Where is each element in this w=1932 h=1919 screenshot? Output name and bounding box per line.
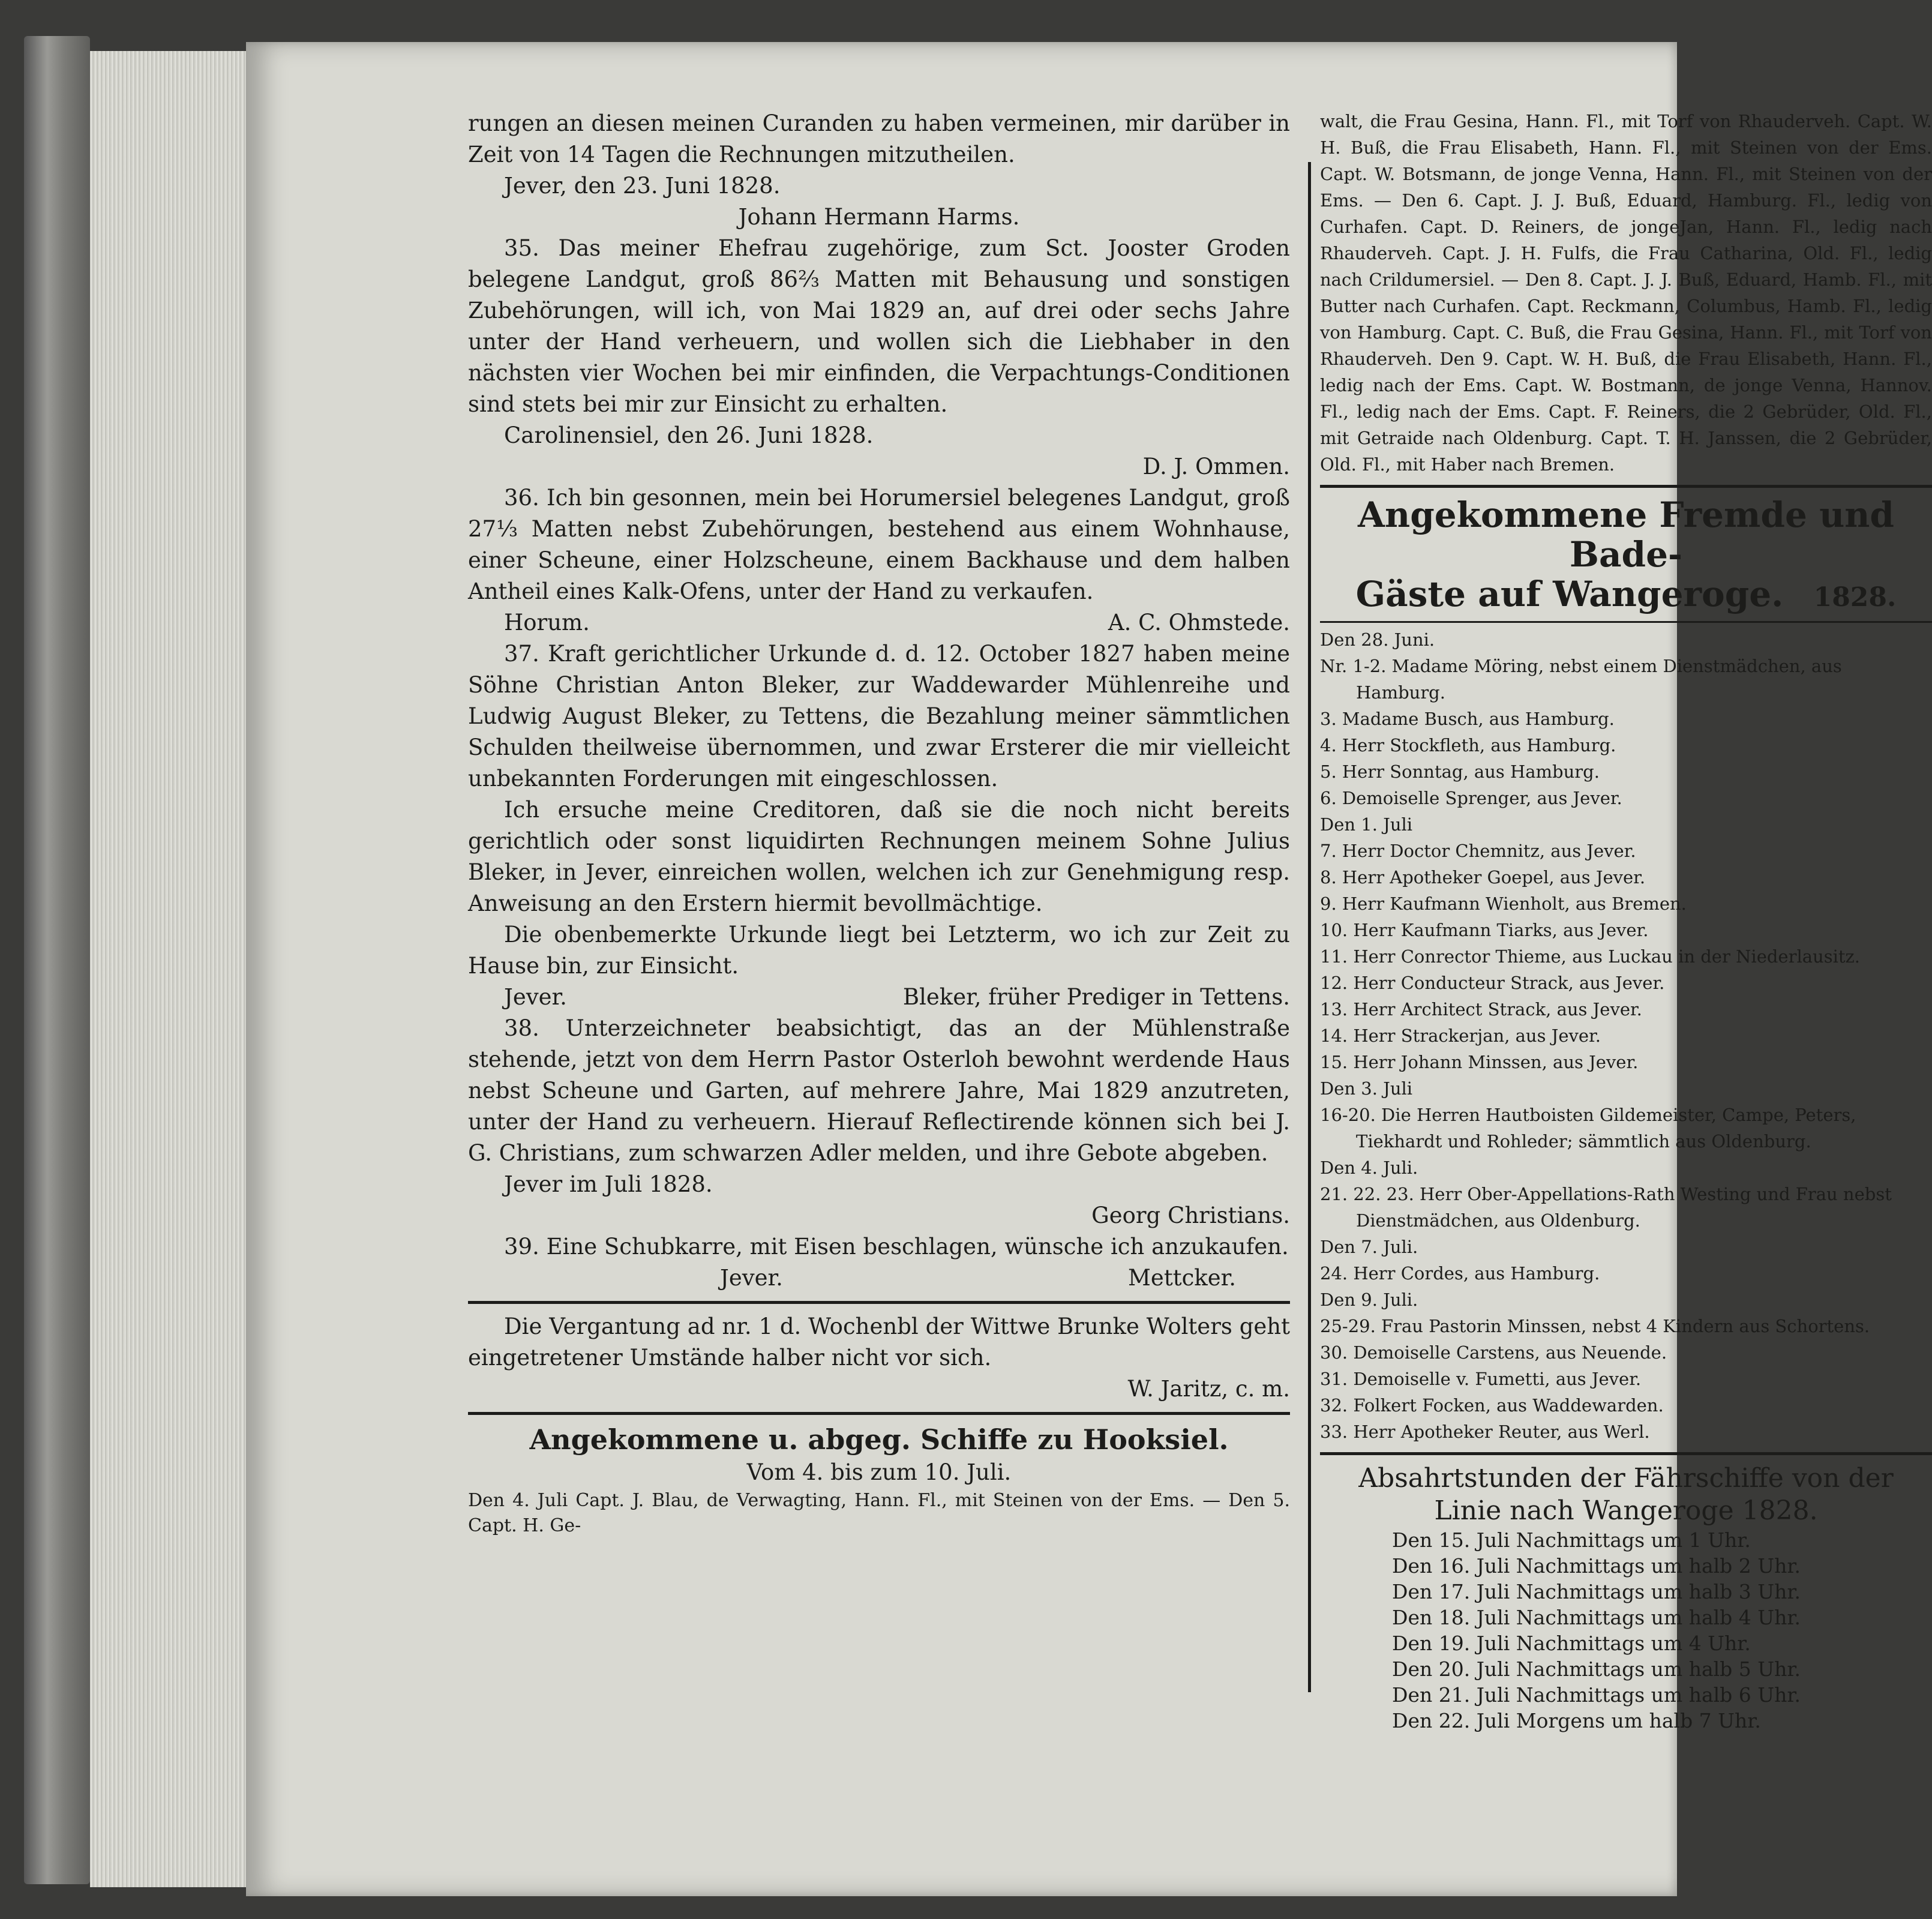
departures-heading-line2: Linie nach Wangeroge 1828.	[1434, 1495, 1818, 1526]
notice-37-deed: Die obenbemerkte Urkunde liegt bei Letzterm, wo ich zur Zeit zu Hause bin, zur Einsicht.	[468, 922, 1290, 979]
guests-heading-text: Gäste auf Wangeroge.	[1355, 574, 1784, 614]
guest-date: Den 28. Juni.	[1320, 629, 1435, 650]
notice-39-footer	[468, 1263, 1290, 1294]
guest-entry: 4. Herr Stockfleth, aus Hamburg.	[1320, 735, 1616, 755]
departure-list	[1320, 1527, 1932, 1734]
intro-signature: Johann Hermann Harms.	[738, 204, 1020, 230]
guest-entry: 9. Herr Kaufmann Wienholt, aus Bremen.	[1320, 893, 1687, 914]
guest-entry: 8. Herr Apotheker Goepel, aus Jever.	[1320, 867, 1646, 887]
departure-entry: Den 17. Juli Nachmittags um halb 3 Uhr.	[1392, 1580, 1801, 1603]
guest-list	[1320, 626, 1932, 1445]
guest-entry: 30. Demoiselle Carstens, aus Neuende.	[1320, 1342, 1667, 1363]
notice-39-signature: Mettcker.	[1128, 1265, 1236, 1291]
departure-entry: Den 18. Juli Nachmittags um halb 4 Uhr.	[1392, 1606, 1801, 1629]
notice-37-place: Jever.	[504, 984, 567, 1010]
guests-heading-line2	[1320, 574, 1932, 617]
departure-entry: Den 15. Juli Nachmittags um 1 Uhr.	[1392, 1528, 1751, 1552]
guest-entry: 13. Herr Architect Strack, aus Jever.	[1320, 999, 1642, 1020]
divider	[468, 1301, 1290, 1304]
right-column	[1320, 108, 1932, 1734]
notice-36-signature: A. C. Ohmstede.	[1108, 610, 1290, 635]
guest-entry: 16-20. Die Herren Hautboisten Gildemeister, Campe, Peters, Tiekhardt und Rohleder; sämmtlich aus Oldenburg.	[1320, 1105, 1856, 1152]
guests-heading-year: 1828.	[1813, 582, 1897, 613]
notice-35-date: Carolinensiel, den 26. Juni 1828.	[504, 422, 874, 448]
departure-entry: Den 22. Juli Morgens um halb 7 Uhr.	[1392, 1709, 1761, 1732]
guest-entry: 11. Herr Conrector Thieme, aus Luckau in der Niederlausitz.	[1320, 946, 1861, 967]
guest-entry: 32. Folkert Focken, aus Waddewarden.	[1320, 1395, 1664, 1416]
guest-date: Den 4. Juli.	[1320, 1158, 1418, 1178]
cancellation-signature: W. Jaritz, c. m.	[1127, 1376, 1290, 1402]
ships-subheading: Vom 4. bis zum 10. Juli.	[746, 1459, 1012, 1485]
notice-38-date: Jever im Juli 1828.	[504, 1171, 713, 1197]
notice-37: 37. Kraft gerichtlicher Urkunde d. d. 12. October 1827 haben meine Söhne Christian Anton Bleker, zur Waddewarder Mühlenreihe und Ludwig August Bleker, zu Tettens, die Bezahlung meiner sämmtlichen Schulden theilweise übernommen, und zwar Ersterer die mir vielleicht unbekannten Forderungen mit eingeschlossen.	[468, 641, 1290, 791]
guest-entry: 5. Herr Sonntag, aus Hamburg.	[1320, 761, 1600, 782]
notice-39: 39. Eine Schubkarre, mit Eisen beschlagen, wünsche ich anzukaufen.	[504, 1234, 1289, 1260]
notice-39-place: Jever.	[720, 1265, 783, 1291]
ships-heading: Angekommene u. abgeg. Schiffe zu Hooksiel.	[529, 1423, 1229, 1456]
guest-entry: 14. Herr Strackerjan, aus Jever.	[1320, 1026, 1601, 1046]
guests-heading-line1: Angekommene Fremde und Bade-	[1358, 494, 1894, 575]
guest-entry: 12. Herr Conducteur Strack, aus Jever.	[1320, 973, 1665, 993]
guest-entry: 33. Herr Apotheker Reuter, aus Werl.	[1320, 1422, 1650, 1442]
guest-date: Den 3. Juli	[1320, 1078, 1413, 1099]
intro-text: rungen an diesen meinen Curanden zu haben vermeinen, mir darüber in Zeit von 14 Tagen die Rechnungen mitzutheilen.	[468, 110, 1290, 167]
departure-entry: Den 20. Juli Nachmittags um halb 5 Uhr.	[1392, 1657, 1801, 1681]
guest-entry: 10. Herr Kaufmann Tiarks, aus Jever.	[1320, 920, 1649, 940]
guest-entry: 6. Demoiselle Sprenger, aus Jever.	[1320, 788, 1622, 808]
guest-entry: 7. Herr Doctor Chemnitz, aus Jever.	[1320, 841, 1636, 861]
newspaper-page	[246, 42, 1932, 1896]
notice-36: 36. Ich bin gesonnen, mein bei Horumersiel belegenes Landgut, groß 27⅓ Matten nebst Zubehörungen, bestehend aus einem Wohnhause, einer Scheune, einer Holzscheune, einem Backhause und dem halben Antheil eines Kalk-Ofens, unter der Hand zu verkaufen.	[468, 485, 1290, 604]
book-cover-spine	[24, 36, 90, 1884]
ships-text: Den 4. Juli Capt. J. Blau, de Verwagting, Hann. Fl., mit Steinen von der Ems. — Den 5. Capt. H. Ge-	[468, 1490, 1290, 1536]
notice-37-request: Ich ersuche meine Creditoren, daß sie die noch nicht bereits gerichtlich oder sonst liquidirten Rechnungen meinem Sohne Julius Bleker, in Jever, einreichen wollen, welchen ich zur Genehmigung resp. Anweisung an den Erstern hiermit bevollmächtige.	[468, 797, 1290, 916]
guest-entry: 25-29. Frau Pastorin Minssen, nebst 4 Kindern aus Schortens.	[1320, 1316, 1870, 1336]
guest-date: Den 7. Juli.	[1320, 1237, 1418, 1257]
intro-date: Jever, den 23. Juni 1828.	[504, 173, 781, 199]
guest-entry: Nr. 1-2. Madame Möring, nebst einem Dienstmädchen, aus Hamburg.	[1320, 656, 1842, 703]
notice-37-signature: Bleker, früher Prediger in Tettens.	[902, 984, 1290, 1010]
page-edges	[90, 51, 258, 1887]
guest-entry: 24. Herr Cordes, aus Hamburg.	[1320, 1263, 1600, 1284]
divider	[468, 1412, 1290, 1415]
guest-entry: 31. Demoiselle v. Fumetti, aus Jever.	[1320, 1369, 1642, 1389]
cancellation-notice: Die Vergantung ad nr. 1 d. Wochenbl der Wittwe Brunke Wolters geht eingetretener Umstände halber nicht vor sich.	[468, 1314, 1290, 1371]
departure-entry: Den 19. Juli Nachmittags um 4 Uhr.	[1392, 1632, 1751, 1655]
ships-continued: walt, die Frau Gesina, Hann. Fl., mit Torf von Rhauderveh. Capt. W. H. Buß, die Frau Elisabeth, Hann. Fl., mit Steinen von der Ems. Capt. W. Botsmann, de jonge Venna, Hann. Fl., mit Steinen von der Ems. — Den 6. Capt. J. J. Buß, Eduard, Hamburg. Fl., ledig von Curhafen. Capt. D. Reiners, de jongeJan, Hann. Fl., ledig nach Rhauderveh. Capt. J. H. Fulfs, die Frau Catharina, Old. Fl., ledig nach Crildumersiel. — Den 8. Capt. J. J. Buß, Eduard, Hamb. Fl., mit Butter nach Curhafen. Capt. Reckmann, Columbus, Hamb. Fl., ledig von Hamburg. Capt. C. Buß, die Frau Gesina, Hann. Fl., mit Torf von Rhauderveh. Den 9. Capt. W. H. Buß, die Frau Elisabeth, Hann. Fl., ledig nach der Ems. Capt. W. Bostmann, de jonge Venna, Hannov. Fl., ledig nach der Ems. Capt. F. Reiners, die 2 Gebrüder, Old. Fl., mit Getraide nach Oldenburg. Capt. T. H. Janssen, die 2 Gebrüder, Old. Fl., mit Haber nach Bremen.	[1320, 111, 1932, 475]
notice-38: 38. Unterzeichneter beabsichtigt, das an der Mühlenstraße stehende, jetzt von dem Herrn Pastor Osterloh bewohnt werdende Haus nebst Scheune und Garten, auf mehrere Jahre, Mai 1829 anzutreten, unter der Hand zu verheuern. Hierauf Reflectirende können sich bei J. G. Christians, zum schwarzen Adler melden, und ihre Gebote abgeben.	[468, 1015, 1290, 1166]
departure-entry: Den 16. Juli Nachmittags um halb 2 Uhr.	[1392, 1554, 1801, 1578]
notice-35-signature: D. J. Ommen.	[1142, 454, 1290, 479]
departure-entry: Den 21. Juli Nachmittags um halb 6 Uhr.	[1392, 1683, 1801, 1707]
departures-heading-line1: Absahrtstunden der Fährschiffe von der	[1358, 1463, 1894, 1494]
notice-35: 35. Das meiner Ehefrau zugehörige, zum Sct. Jooster Groden belegene Landgut, groß 86⅔ Matten mit Behausung und sonstigen Zubehörungen, will ich, von Mai 1829 an, auf drei oder sechs Jahre unter der Hand verheuern, und wollen sich die Liebhaber in den nächsten vier Wochen bei mir einfinden, die Verpachtungs-Conditionen sind stets bei mir zur Einsicht zu erhalten.	[468, 235, 1290, 417]
divider	[1320, 485, 1932, 488]
guest-entry: 3. Madame Busch, aus Hamburg.	[1320, 709, 1615, 729]
notice-36-place: Horum.	[504, 610, 590, 635]
column-rule	[1308, 162, 1311, 1692]
notice-38-signature: Georg Christians.	[1091, 1203, 1290, 1228]
guest-entry: 15. Herr Johann Minssen, aus Jever.	[1320, 1052, 1639, 1072]
divider	[1320, 621, 1932, 623]
left-column	[468, 108, 1290, 1539]
guest-entry: 21. 22. 23. Herr Ober-Appellations-Rath Westing und Frau nebst Dienstmädchen, aus Oldenburg.	[1320, 1184, 1892, 1231]
guest-date: Den 1. Juli	[1320, 814, 1413, 835]
divider	[1320, 1452, 1932, 1455]
guest-date: Den 9. Juli.	[1320, 1290, 1418, 1310]
